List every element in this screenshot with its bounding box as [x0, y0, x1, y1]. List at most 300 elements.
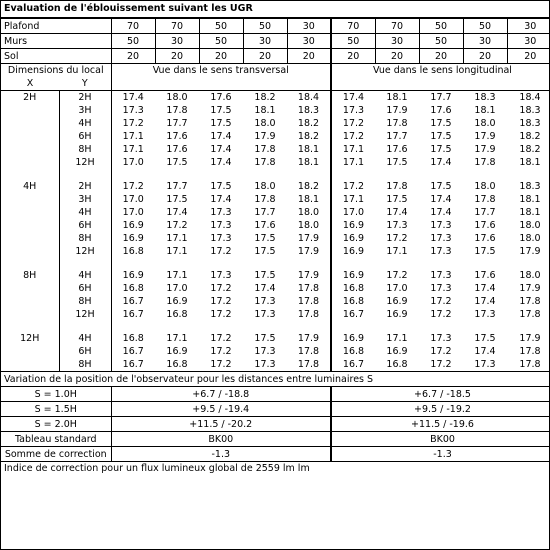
reflectance-value: 50: [111, 34, 155, 49]
room-x: [1, 130, 59, 143]
ugr-longitudinal-value: 18.3: [519, 105, 541, 116]
ugr-transversal-value: 17.6: [199, 91, 243, 105]
ugr-transversal-value: 17.5: [254, 270, 276, 281]
ugr-longitudinal-value: 17.9: [474, 144, 496, 155]
reflectance-value: 20: [507, 49, 550, 64]
ugr-longitudinal-value: 18.1: [519, 194, 541, 205]
correction-label: Somme de correction: [1, 447, 111, 462]
reflectance-label: Plafond: [1, 19, 111, 34]
room-x: [1, 282, 59, 295]
ugr-transversal-value: 18.2: [297, 118, 320, 129]
ugr-longitudinal-value: 17.1: [331, 143, 375, 156]
reflectance-value: 20: [419, 49, 463, 64]
ugr-longitudinal-value: 17.7: [474, 207, 496, 218]
room-y: 2H: [59, 91, 111, 105]
ugr-transversal-value: 18.0: [297, 207, 320, 218]
ugr-longitudinal-value: 18.3: [519, 118, 541, 129]
ugr-longitudinal-value: 17.8: [474, 157, 496, 168]
correction-transversal: -1.3: [111, 447, 331, 462]
ugr-longitudinal-value: 17.3: [430, 270, 452, 281]
blank: [331, 169, 550, 180]
room-x: [1, 308, 59, 321]
ugr-transversal-value: 17.6: [166, 144, 188, 155]
ugr-longitudinal-value: 17.0: [386, 283, 408, 294]
ugr-longitudinal-value: 16.8: [331, 295, 375, 308]
ugr-longitudinal-value: 17.3: [430, 246, 452, 257]
ugr-longitudinal-value: 18.1: [375, 91, 419, 105]
ugr-transversal-value: 17.2: [210, 309, 232, 320]
room-y: 8H: [59, 232, 111, 245]
correction-sum-row: [1, 447, 550, 462]
ugr-longitudinal-value: 17.3: [474, 359, 496, 370]
ugr-transversal-value: 17.1: [111, 130, 155, 143]
data-row: [1, 130, 550, 143]
room-x: [1, 143, 59, 156]
ugr-transversal-value: 17.5: [166, 194, 188, 205]
variation-transversal: +11.5 / -20.2: [111, 417, 331, 432]
ugr-transversal-value: 17.2: [210, 283, 232, 294]
ugr-transversal-value: 17.5: [210, 105, 232, 116]
standard-longitudinal: BK00: [331, 432, 550, 447]
ugr-longitudinal-value: 17.4: [430, 157, 452, 168]
ugr-transversal-value: 18.0: [297, 220, 320, 231]
ugr-longitudinal-value: 18.2: [519, 144, 541, 155]
ugr-transversal-value: 17.8: [297, 359, 320, 370]
data-row: [1, 269, 550, 282]
ugr-transversal-value: 17.5: [254, 233, 276, 244]
ugr-longitudinal-value: 16.9: [331, 219, 375, 232]
variation-longitudinal: +11.5 / -19.6: [331, 417, 550, 432]
reflectance-value: 70: [155, 19, 199, 34]
blank: [111, 77, 331, 91]
ugr-transversal-value: 17.8: [297, 283, 320, 294]
room-y: 12H: [59, 308, 111, 321]
variation-longitudinal: +9.5 / -19.2: [331, 402, 550, 417]
ugr-transversal-value: 16.8: [111, 245, 155, 258]
ugr-longitudinal-value: 17.1: [386, 246, 408, 257]
ugr-longitudinal-value: 17.2: [430, 309, 452, 320]
ugr-longitudinal-value: 18.1: [519, 157, 541, 168]
ugr-longitudinal-value: 17.5: [430, 144, 452, 155]
room-x: [1, 104, 59, 117]
room-y: 4H: [59, 206, 111, 219]
room-x: 8H: [1, 269, 59, 282]
ugr-longitudinal-value: 17.3: [430, 333, 452, 344]
ugr-longitudinal-value: 17.5: [430, 118, 452, 129]
ugr-longitudinal-value: 17.9: [474, 131, 496, 142]
ugr-longitudinal-value: 18.0: [474, 181, 496, 192]
ugr-longitudinal-value: 16.9: [331, 245, 375, 258]
ugr-transversal-value: 17.8: [254, 144, 276, 155]
reflectance-label: Murs: [1, 34, 111, 49]
ugr-transversal-value: 16.9: [111, 219, 155, 232]
data-row: [1, 332, 550, 345]
standard-transversal: BK00: [111, 432, 331, 447]
data-row: [1, 91, 550, 105]
ugr-longitudinal-value: 17.8: [386, 118, 408, 129]
ugr-transversal-value: 18.2: [297, 181, 320, 192]
blank: [1, 321, 59, 332]
data-row: [1, 282, 550, 295]
data-row: [1, 156, 550, 169]
ugr-longitudinal-value: 17.3: [386, 220, 408, 231]
ugr-longitudinal-value: 17.6: [430, 105, 452, 116]
ugr-transversal-value: 17.4: [210, 131, 232, 142]
ugr-transversal-value: 17.4: [166, 207, 188, 218]
ugr-transversal-value: 17.3: [210, 233, 232, 244]
ugr-longitudinal-value: 17.5: [386, 194, 408, 205]
ugr-transversal-value: 16.7: [111, 295, 155, 308]
reflectance-value: 20: [375, 49, 419, 64]
room-y: 4H: [59, 117, 111, 130]
reflectance-value: 50: [199, 19, 243, 34]
reflectance-value: 50: [419, 34, 463, 49]
data-row: [1, 295, 550, 308]
reflectance-value: 20: [199, 49, 243, 64]
reflectance-value: 20: [287, 49, 331, 64]
data-row: [1, 104, 550, 117]
ugr-longitudinal-value: 18.1: [519, 207, 541, 218]
ugr-transversal-value: 17.2: [210, 296, 232, 307]
ugr-transversal-value: 17.2: [210, 333, 232, 344]
variation-row: [1, 387, 550, 402]
reflectance-value: 30: [243, 34, 287, 49]
ugr-transversal-value: 17.3: [210, 207, 232, 218]
ugr-longitudinal-value: 16.7: [331, 358, 375, 372]
reflectance-value: 30: [463, 34, 507, 49]
ugr-longitudinal-value: 17.3: [430, 233, 452, 244]
room-x: [1, 206, 59, 219]
blank: [1, 258, 59, 269]
room-y: 6H: [59, 130, 111, 143]
ugr-transversal-value: 18.0: [155, 91, 199, 105]
ugr-transversal-value: 17.1: [166, 246, 188, 257]
ugr-transversal-value: 17.2: [111, 117, 155, 130]
reflectance-row-murs: [1, 34, 550, 49]
variation-title-row: [1, 372, 550, 387]
ugr-transversal-value: 17.0: [111, 156, 155, 169]
blank: [111, 169, 331, 180]
ugr-transversal-value: 17.8: [297, 346, 320, 357]
ugr-transversal-value: 17.5: [166, 157, 188, 168]
ugr-longitudinal-value: 17.6: [386, 144, 408, 155]
ugr-longitudinal-value: 17.1: [331, 156, 375, 169]
ugr-transversal-value: 16.7: [111, 345, 155, 358]
ugr-transversal-value: 16.9: [166, 296, 188, 307]
group-spacer: [1, 321, 550, 332]
reflectance-value: 30: [287, 19, 331, 34]
ugr-longitudinal-value: 17.2: [331, 130, 375, 143]
reflectance-value: 70: [375, 19, 419, 34]
spacing-label: S = 1.5H: [1, 402, 111, 417]
reflectance-value: 20: [155, 49, 199, 64]
room-y: 2H: [59, 180, 111, 193]
ugr-transversal-value: 17.9: [297, 333, 320, 344]
ugr-longitudinal-value: 16.7: [331, 308, 375, 321]
ugr-longitudinal-value: 17.8: [386, 181, 408, 192]
ugr-longitudinal-value: 17.5: [430, 131, 452, 142]
ugr-transversal-value: 17.1: [166, 233, 188, 244]
correction-longitudinal: -1.3: [331, 447, 550, 462]
data-row: [1, 345, 550, 358]
y-label: Y: [81, 78, 88, 89]
spacing-label: S = 1.0H: [1, 387, 111, 402]
data-row: [1, 143, 550, 156]
blank: [111, 321, 331, 332]
ugr-transversal-value: 17.2: [210, 346, 232, 357]
transversal-label: Vue dans le sens transversal: [111, 64, 331, 78]
room-x: [1, 193, 59, 206]
document-title: Evaluation de l'éblouissement suivant les UGR: [1, 1, 549, 18]
data-row: [1, 232, 550, 245]
ugr-transversal-value: 18.2: [297, 131, 320, 142]
reflectance-value: 50: [463, 19, 507, 34]
ugr-longitudinal-value: 17.4: [430, 194, 452, 205]
data-row: [1, 245, 550, 258]
ugr-transversal-value: 18.0: [254, 118, 276, 129]
ugr-transversal-value: 17.0: [166, 283, 188, 294]
dimensions-header-row: [1, 64, 550, 78]
ugr-transversal-value: 16.9: [111, 269, 155, 282]
ugr-longitudinal-value: 18.0: [519, 220, 541, 231]
room-x: 4H: [1, 180, 59, 193]
ugr-transversal-value: 17.3: [210, 220, 232, 231]
ugr-longitudinal-value: 18.3: [463, 91, 507, 105]
blank: [331, 321, 550, 332]
room-y: 6H: [59, 219, 111, 232]
ugr-longitudinal-value: 17.4: [474, 283, 496, 294]
reflectance-value: 70: [111, 19, 155, 34]
ugr-longitudinal-value: 18.0: [519, 270, 541, 281]
reflectance-value: 50: [243, 19, 287, 34]
room-x: 2H: [1, 91, 59, 105]
room-y: 12H: [59, 156, 111, 169]
ugr-longitudinal-value: 18.4: [507, 91, 550, 105]
data-row: [1, 193, 550, 206]
ugr-longitudinal-value: 17.1: [386, 333, 408, 344]
ugr-longitudinal-value: 17.9: [519, 333, 541, 344]
ugr-longitudinal-value: 17.8: [519, 309, 541, 320]
ugr-transversal-value: 17.0: [111, 206, 155, 219]
ugr-longitudinal-value: 17.4: [386, 207, 408, 218]
ugr-longitudinal-value: 17.4: [430, 207, 452, 218]
ugr-transversal-value: 17.8: [166, 105, 188, 116]
room-x: [1, 345, 59, 358]
room-y: 8H: [59, 358, 111, 372]
ugr-transversal-value: 17.1: [166, 270, 188, 281]
ugr-transversal-value: 17.9: [297, 246, 320, 257]
ugr-transversal-value: 17.3: [111, 104, 155, 117]
ugr-longitudinal-value: 17.3: [331, 104, 375, 117]
ugr-transversal-value: 17.7: [166, 118, 188, 129]
room-x: [1, 295, 59, 308]
ugr-transversal-value: 18.3: [297, 105, 320, 116]
ugr-longitudinal-value: 16.9: [386, 309, 408, 320]
ugr-transversal-value: 18.1: [297, 157, 320, 168]
ugr-longitudinal-value: 16.9: [331, 232, 375, 245]
ugr-longitudinal-value: 17.5: [386, 157, 408, 168]
ugr-transversal-value: 18.1: [254, 105, 276, 116]
ugr-transversal-value: 17.3: [254, 359, 276, 370]
ugr-transversal-value: 17.8: [297, 296, 320, 307]
ugr-transversal-value: 17.9: [254, 131, 276, 142]
ugr-longitudinal-value: 16.8: [331, 282, 375, 295]
correction-index-note: Indice de correction pour un flux lumineux global de 2559 lm lm: [1, 461, 549, 478]
ugr-transversal-value: 17.4: [210, 144, 232, 155]
data-row: [1, 117, 550, 130]
ugr-transversal-value: 17.7: [254, 207, 276, 218]
data-row: [1, 206, 550, 219]
ugr-longitudinal-value: 16.9: [331, 269, 375, 282]
ugr-longitudinal-value: 17.2: [430, 346, 452, 357]
ugr-longitudinal-value: 17.8: [474, 194, 496, 205]
ugr-longitudinal-value: 17.5: [474, 246, 496, 257]
ugr-longitudinal-value: 17.3: [474, 309, 496, 320]
reflectance-value: 50: [331, 34, 375, 49]
ugr-longitudinal-value: 17.0: [331, 206, 375, 219]
group-spacer: [1, 169, 550, 180]
longitudinal-label: Vue dans le sens longitudinal: [331, 64, 550, 78]
ugr-transversal-value: 16.8: [166, 309, 188, 320]
variation-transversal: +9.5 / -19.4: [111, 402, 331, 417]
ugr-transversal-value: 18.1: [297, 144, 320, 155]
room-x: [1, 219, 59, 232]
ugr-transversal-value: 16.9: [111, 232, 155, 245]
variation-row: [1, 402, 550, 417]
reflectance-value: 30: [287, 34, 331, 49]
ugr-transversal-value: 16.7: [111, 358, 155, 372]
ugr-longitudinal-value: 17.2: [430, 296, 452, 307]
ugr-longitudinal-value: 17.6: [474, 270, 496, 281]
ugr-longitudinal-value: 18.1: [474, 105, 496, 116]
ugr-transversal-value: 18.1: [297, 194, 320, 205]
room-x: [1, 156, 59, 169]
room-y: 6H: [59, 345, 111, 358]
ugr-transversal-value: 17.1: [166, 333, 188, 344]
ugr-transversal-value: 17.3: [254, 309, 276, 320]
ugr-longitudinal-value: 17.5: [474, 333, 496, 344]
ugr-transversal-value: 18.4: [287, 91, 331, 105]
reflectance-value: 20: [111, 49, 155, 64]
ugr-longitudinal-value: 17.2: [331, 117, 375, 130]
blank: [111, 258, 331, 269]
ugr-transversal-value: 16.7: [111, 308, 155, 321]
ugr-transversal-value: 17.5: [254, 246, 276, 257]
room-x: [1, 232, 59, 245]
ugr-transversal-value: 17.3: [254, 346, 276, 357]
ugr-longitudinal-value: 18.3: [519, 181, 541, 192]
ugr-transversal-value: 17.5: [210, 181, 232, 192]
reflectance-value: 50: [419, 19, 463, 34]
blank: [1, 169, 59, 180]
ugr-transversal-value: 17.6: [254, 220, 276, 231]
ugr-longitudinal-value: 18.0: [474, 118, 496, 129]
room-y: 8H: [59, 143, 111, 156]
ugr-longitudinal-value: 17.5: [430, 181, 452, 192]
ugr-transversal-value: 17.3: [254, 296, 276, 307]
ugr-longitudinal-value: 17.2: [331, 180, 375, 193]
reflectance-value: 20: [463, 49, 507, 64]
ugr-transversal-value: 17.6: [166, 131, 188, 142]
ugr-longitudinal-value: 17.9: [386, 105, 408, 116]
ugr-longitudinal-value: 17.9: [519, 246, 541, 257]
ugr-longitudinal-value: 17.8: [519, 359, 541, 370]
room-y: 3H: [59, 193, 111, 206]
data-row: [1, 180, 550, 193]
dims-label: Dimensions du local: [1, 64, 111, 78]
ugr-longitudinal-value: 16.9: [331, 332, 375, 345]
ugr-longitudinal-value: 17.8: [519, 296, 541, 307]
variation-longitudinal: +6.7 / -18.5: [331, 387, 550, 402]
ugr-table: [1, 18, 550, 461]
x-label: X: [26, 78, 34, 89]
variation-title: Variation de la position de l'observateur pour les distances entre luminaires S: [1, 372, 550, 387]
standard-table-row: [1, 432, 550, 447]
ugr-longitudinal-value: 17.2: [386, 233, 408, 244]
ugr-longitudinal-value: 18.2: [519, 131, 541, 142]
ugr-transversal-value: 17.5: [210, 118, 232, 129]
ugr-longitudinal-value: 17.6: [474, 220, 496, 231]
ugr-transversal-value: 18.2: [243, 91, 287, 105]
ugr-longitudinal-value: 17.6: [474, 233, 496, 244]
ugr-transversal-value: 17.0: [111, 193, 155, 206]
room-x: [1, 245, 59, 258]
ugr-longitudinal-value: 17.7: [386, 131, 408, 142]
blank: [331, 258, 550, 269]
ugr-longitudinal-value: 16.8: [331, 345, 375, 358]
ugr-transversal-value: 17.9: [297, 270, 320, 281]
ugr-longitudinal-value: 17.4: [474, 346, 496, 357]
room-y: 4H: [59, 332, 111, 345]
ugr-transversal-value: 18.0: [254, 181, 276, 192]
reflectance-value: 30: [155, 34, 199, 49]
variation-transversal: +6.7 / -18.8: [111, 387, 331, 402]
ugr-transversal-value: 17.2: [210, 246, 232, 257]
ugr-longitudinal-value: 17.3: [430, 220, 452, 231]
blank: [331, 77, 550, 91]
axis-header-row: [1, 77, 550, 91]
ugr-transversal-value: 17.4: [254, 283, 276, 294]
reflectance-row-sol: [1, 49, 550, 64]
variation-row: [1, 417, 550, 432]
ugr-transversal-value: 17.4: [111, 91, 155, 105]
ugr-longitudinal-value: 17.2: [430, 359, 452, 370]
ugr-longitudinal-value: 17.4: [474, 296, 496, 307]
ugr-transversal-value: 17.7: [166, 181, 188, 192]
room-x: 12H: [1, 332, 59, 345]
data-row: [1, 358, 550, 372]
ugr-transversal-value: 17.8: [254, 157, 276, 168]
reflectance-value: 20: [243, 49, 287, 64]
ugr-transversal-value: 16.9: [166, 346, 188, 357]
room-y: 6H: [59, 282, 111, 295]
ugr-longitudinal-value: 16.8: [386, 359, 408, 370]
reflectance-value: 30: [375, 34, 419, 49]
ugr-longitudinal-value: 16.9: [386, 296, 408, 307]
ugr-longitudinal-value: 18.0: [519, 233, 541, 244]
reflectance-value: 20: [331, 49, 375, 64]
ugr-transversal-value: 17.9: [297, 233, 320, 244]
group-spacer: [1, 258, 550, 269]
reflectance-value: 30: [507, 34, 550, 49]
ugr-transversal-value: 17.3: [210, 270, 232, 281]
data-row: [1, 219, 550, 232]
ugr-longitudinal-value: 17.4: [331, 91, 375, 105]
blank: [59, 169, 111, 180]
ugr-transversal-value: 17.4: [210, 194, 232, 205]
reflectance-value: 30: [507, 19, 550, 34]
blank: [59, 258, 111, 269]
